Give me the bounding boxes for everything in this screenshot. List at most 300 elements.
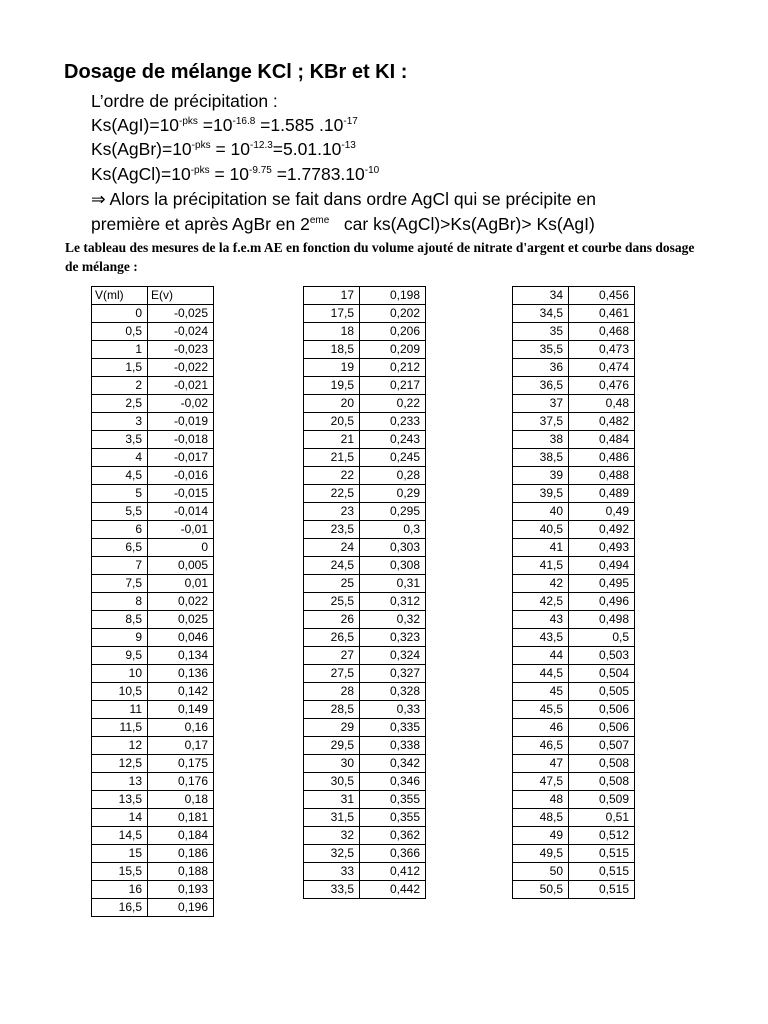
table-caption: Le tableau des mesures de la f.e.m AE en fonction du volume ajouté de nitrate d'argent et courbe dans dosage de mélange :: [65, 240, 695, 274]
table-row: [513, 755, 635, 773]
volume-cell: 31: [304, 791, 360, 809]
table-row: [513, 881, 635, 899]
emf-cell: 0,175: [148, 755, 214, 773]
emf-cell: 0,186: [148, 845, 214, 863]
ks-agcl-mid1: = 10: [209, 164, 250, 184]
emf-cell: 0,312: [360, 593, 426, 611]
table-row: [304, 341, 426, 359]
emf-cell: 0,188: [148, 863, 214, 881]
table-row: [92, 881, 214, 899]
table-row: [513, 719, 635, 737]
table-row: [513, 683, 635, 701]
table-row: [92, 449, 214, 467]
conclusion-2a: première et après AgBr en 2: [91, 214, 310, 234]
table-row: [92, 683, 214, 701]
emf-cell: 0,503: [569, 647, 635, 665]
table-row: [92, 611, 214, 629]
emf-cell: 0,355: [360, 791, 426, 809]
volume-cell: 47,5: [513, 773, 569, 791]
emf-cell: 0,28: [360, 467, 426, 485]
volume-cell: 42,5: [513, 593, 569, 611]
table-row: [92, 575, 214, 593]
table-row: [513, 773, 635, 791]
volume-cell: 15: [92, 845, 148, 863]
table-row: [513, 485, 635, 503]
volume-cell: 44: [513, 647, 569, 665]
table-row: [304, 665, 426, 683]
table-row: [92, 863, 214, 881]
table-row: [92, 395, 214, 413]
volume-cell: 45,5: [513, 701, 569, 719]
emf-cell: 0,295: [360, 503, 426, 521]
emf-cell: 0,046: [148, 629, 214, 647]
conclusion-2b: car ks(AgCl)>Ks(AgBr)> Ks(AgI): [329, 214, 595, 234]
table-row: [304, 377, 426, 395]
emf-cell: 0,245: [360, 449, 426, 467]
volume-cell: 22,5: [304, 485, 360, 503]
emf-cell: 0,482: [569, 413, 635, 431]
table-row: [304, 683, 426, 701]
volume-cell: 27,5: [304, 665, 360, 683]
volume-cell: 23,5: [304, 521, 360, 539]
volume-cell: 32: [304, 827, 360, 845]
emf-cell: 0,461: [569, 305, 635, 323]
emf-cell: 0,412: [360, 863, 426, 881]
emf-cell: 0,005: [148, 557, 214, 575]
ks-agi-exp2: -16.8: [232, 116, 256, 127]
ks-agbr-exp2: -12.3: [250, 140, 273, 151]
emf-cell: 0,209: [360, 341, 426, 359]
emf-cell: 0,32: [360, 611, 426, 629]
volume-cell: 35,5: [513, 341, 569, 359]
emf-cell: 0,515: [569, 863, 635, 881]
table-row: [92, 485, 214, 503]
table-row: [92, 845, 214, 863]
emf-cell: 0,184: [148, 827, 214, 845]
volume-cell: 9,5: [92, 647, 148, 665]
volume-cell: 34: [513, 287, 569, 305]
volume-cell: 41,5: [513, 557, 569, 575]
table-row: [304, 359, 426, 377]
volume-cell: 15,5: [92, 863, 148, 881]
volume-cell: 5: [92, 485, 148, 503]
emf-cell: 0,233: [360, 413, 426, 431]
volume-cell: 4: [92, 449, 148, 467]
table-row: [513, 863, 635, 881]
volume-cell: 41: [513, 539, 569, 557]
emf-cell: -0,016: [148, 467, 214, 485]
emf-cell: 0,01: [148, 575, 214, 593]
table-row: [304, 539, 426, 557]
emf-cell: 0,515: [569, 881, 635, 899]
emf-cell: 0,198: [360, 287, 426, 305]
emf-cell: 0,506: [569, 701, 635, 719]
ks-agcl-mid2: =1.7783.10: [271, 164, 365, 184]
measurement-table-2: [303, 286, 426, 899]
volume-cell: 37: [513, 395, 569, 413]
volume-cell: 50,5: [513, 881, 569, 899]
table-row: [513, 593, 635, 611]
emf-cell: -0,022: [148, 359, 214, 377]
table-row: [304, 395, 426, 413]
table-row: [304, 467, 426, 485]
emf-cell: 0,49: [569, 503, 635, 521]
table-row: [513, 701, 635, 719]
conclusion-line-2: [91, 214, 595, 235]
volume-cell: 20,5: [304, 413, 360, 431]
table-row: [513, 305, 635, 323]
table-row: [304, 809, 426, 827]
volume-cell: 44,5: [513, 665, 569, 683]
emf-cell: 0,142: [148, 683, 214, 701]
emf-cell: 0,512: [569, 827, 635, 845]
emf-cell: 0,346: [360, 773, 426, 791]
volume-cell: 0: [92, 305, 148, 323]
table-row: [513, 467, 635, 485]
volume-cell: 25: [304, 575, 360, 593]
volume-cell: 10: [92, 665, 148, 683]
table-row: [92, 719, 214, 737]
ks-agcl-line: [91, 164, 379, 185]
table-row: [513, 737, 635, 755]
emf-cell: 0,486: [569, 449, 635, 467]
volume-cell: 42: [513, 575, 569, 593]
emf-cell: 0,308: [360, 557, 426, 575]
emf-cell: 0,342: [360, 755, 426, 773]
emf-cell: 0,3: [360, 521, 426, 539]
emf-cell: 0,025: [148, 611, 214, 629]
emf-cell: 0,456: [569, 287, 635, 305]
table-row: [513, 845, 635, 863]
emf-cell: 0,509: [569, 791, 635, 809]
table-row: [92, 665, 214, 683]
volume-cell: 49,5: [513, 845, 569, 863]
volume-cell: 36,5: [513, 377, 569, 395]
table-row: [304, 413, 426, 431]
volume-cell: 45: [513, 683, 569, 701]
emf-cell: 0,506: [569, 719, 635, 737]
emf-cell: 0,212: [360, 359, 426, 377]
table-row: [513, 377, 635, 395]
emf-cell: 0,495: [569, 575, 635, 593]
volume-cell: 18,5: [304, 341, 360, 359]
table-row: [513, 827, 635, 845]
volume-cell: 13,5: [92, 791, 148, 809]
volume-cell: 29: [304, 719, 360, 737]
table-row: [92, 341, 214, 359]
table-row: [92, 323, 214, 341]
table-row: [513, 323, 635, 341]
table-row: [92, 503, 214, 521]
volume-cell: 14,5: [92, 827, 148, 845]
emf-cell: -0,017: [148, 449, 214, 467]
volume-cell: 25,5: [304, 593, 360, 611]
table-row: [92, 827, 214, 845]
emf-cell: 0,29: [360, 485, 426, 503]
volume-cell: 11: [92, 701, 148, 719]
emf-cell: 0,338: [360, 737, 426, 755]
volume-cell: 8: [92, 593, 148, 611]
table-row: [304, 863, 426, 881]
volume-cell: 1,5: [92, 359, 148, 377]
table-row: [92, 305, 214, 323]
table-row: [304, 773, 426, 791]
volume-cell: 3,5: [92, 431, 148, 449]
emf-cell: 0,51: [569, 809, 635, 827]
volume-cell: 11,5: [92, 719, 148, 737]
table-row: [92, 377, 214, 395]
emf-cell: 0,196: [148, 899, 214, 917]
table-row: [304, 305, 426, 323]
emf-cell: 0,492: [569, 521, 635, 539]
emf-cell: 0,473: [569, 341, 635, 359]
volume-cell: 24: [304, 539, 360, 557]
ks-agi-mid1: =10: [197, 115, 233, 135]
table-row: [304, 629, 426, 647]
volume-cell: 49: [513, 827, 569, 845]
volume-cell: 40: [513, 503, 569, 521]
emf-cell: 0,498: [569, 611, 635, 629]
table-row: [513, 395, 635, 413]
emf-cell: -0,019: [148, 413, 214, 431]
volume-cell: 12,5: [92, 755, 148, 773]
table-row: [92, 647, 214, 665]
emf-cell: 0,335: [360, 719, 426, 737]
table-row: [513, 575, 635, 593]
table-row: [304, 827, 426, 845]
volume-cell: 6,5: [92, 539, 148, 557]
table-row: [304, 323, 426, 341]
emf-cell: 0,474: [569, 359, 635, 377]
emf-cell: 0,496: [569, 593, 635, 611]
volume-cell: 50: [513, 863, 569, 881]
ks-agbr-exp3: -13: [341, 140, 356, 151]
table-row: [304, 575, 426, 593]
table-row: [513, 647, 635, 665]
emf-cell: 0,442: [360, 881, 426, 899]
emf-cell: 0,31: [360, 575, 426, 593]
volume-cell: 38: [513, 431, 569, 449]
conclusion-2-sup: eme: [309, 215, 330, 226]
volume-cell: 16: [92, 881, 148, 899]
table-row: [513, 629, 635, 647]
volume-cell: 7,5: [92, 575, 148, 593]
table-row: [92, 557, 214, 575]
emf-cell: 0,149: [148, 701, 214, 719]
ks-agcl-exp1: -pks: [190, 165, 210, 176]
emf-cell: 0,493: [569, 539, 635, 557]
volume-cell: 36: [513, 359, 569, 377]
table-row: [513, 521, 635, 539]
emf-cell: 0,206: [360, 323, 426, 341]
table-row: [92, 629, 214, 647]
ks-agi-line: [91, 115, 358, 136]
emf-cell: -0,023: [148, 341, 214, 359]
table-row: [304, 485, 426, 503]
table-row: [513, 611, 635, 629]
emf-cell: -0,024: [148, 323, 214, 341]
ks-agcl-label: Ks(AgCl)=10: [91, 164, 191, 184]
ks-agi-exp1: -pks: [179, 116, 198, 127]
volume-cell: 12: [92, 737, 148, 755]
table-row: [513, 665, 635, 683]
table-row: [92, 809, 214, 827]
table-row: [92, 773, 214, 791]
volume-cell: 30: [304, 755, 360, 773]
emf-cell: 0,508: [569, 773, 635, 791]
emf-cell: 0,504: [569, 665, 635, 683]
emf-cell: 0,16: [148, 719, 214, 737]
emf-cell: 0,136: [148, 665, 214, 683]
volume-cell: 48,5: [513, 809, 569, 827]
emf-cell: 0,484: [569, 431, 635, 449]
emf-cell: 0,202: [360, 305, 426, 323]
emf-cell: 0,488: [569, 467, 635, 485]
volume-cell: 40,5: [513, 521, 569, 539]
emf-cell: 0,134: [148, 647, 214, 665]
emf-cell: 0,323: [360, 629, 426, 647]
table-row: [304, 431, 426, 449]
volume-cell: 48: [513, 791, 569, 809]
table-row: [92, 467, 214, 485]
table-row: [304, 719, 426, 737]
volume-cell: 21: [304, 431, 360, 449]
ks-agbr-mid2: =5.01.10: [272, 139, 342, 159]
ks-agbr-label: Ks(AgBr)=10: [91, 139, 192, 159]
emf-cell: 0,176: [148, 773, 214, 791]
header-volume: V(ml): [92, 287, 148, 305]
table-row: [513, 791, 635, 809]
ks-agi-exp3: -17: [343, 116, 358, 127]
emf-cell: 0,476: [569, 377, 635, 395]
emf-cell: 0,355: [360, 809, 426, 827]
table-row: [92, 521, 214, 539]
volume-cell: 9: [92, 629, 148, 647]
volume-cell: 28,5: [304, 701, 360, 719]
table-row: [513, 503, 635, 521]
emf-cell: 0: [148, 539, 214, 557]
emf-cell: 0,217: [360, 377, 426, 395]
emf-cell: 0,366: [360, 845, 426, 863]
emf-cell: 0,193: [148, 881, 214, 899]
table-row: [304, 881, 426, 899]
volume-cell: 0,5: [92, 323, 148, 341]
table-row: [304, 845, 426, 863]
emf-cell: 0,17: [148, 737, 214, 755]
emf-cell: 0,468: [569, 323, 635, 341]
emf-cell: -0,01: [148, 521, 214, 539]
table-row: [92, 755, 214, 773]
emf-cell: 0,324: [360, 647, 426, 665]
volume-cell: 3: [92, 413, 148, 431]
ks-agi-label: Ks(AgI)=10: [91, 115, 180, 135]
table-row: [304, 521, 426, 539]
volume-cell: 5,5: [92, 503, 148, 521]
table-row: [304, 287, 426, 305]
emf-cell: -0,021: [148, 377, 214, 395]
volume-cell: 19,5: [304, 377, 360, 395]
volume-cell: 24,5: [304, 557, 360, 575]
table-row: [304, 503, 426, 521]
table-row: [513, 359, 635, 377]
volume-cell: 31,5: [304, 809, 360, 827]
volume-cell: 35: [513, 323, 569, 341]
volume-cell: 43: [513, 611, 569, 629]
volume-cell: 46,5: [513, 737, 569, 755]
volume-cell: 7: [92, 557, 148, 575]
table-row: [304, 647, 426, 665]
volume-cell: 33,5: [304, 881, 360, 899]
table-row: [304, 557, 426, 575]
table-header-row: [92, 287, 214, 305]
volume-cell: 8,5: [92, 611, 148, 629]
emf-cell: -0,015: [148, 485, 214, 503]
volume-cell: 13: [92, 773, 148, 791]
volume-cell: 1: [92, 341, 148, 359]
volume-cell: 4,5: [92, 467, 148, 485]
volume-cell: 2,5: [92, 395, 148, 413]
volume-cell: 43,5: [513, 629, 569, 647]
ks-agbr-exp1: -pks: [191, 140, 211, 151]
volume-cell: 10,5: [92, 683, 148, 701]
volume-cell: 22: [304, 467, 360, 485]
table-row: [304, 737, 426, 755]
emf-cell: 0,18: [148, 791, 214, 809]
table-row: [513, 557, 635, 575]
volume-cell: 32,5: [304, 845, 360, 863]
volume-cell: 6: [92, 521, 148, 539]
volume-cell: 28: [304, 683, 360, 701]
emf-cell: -0,018: [148, 431, 214, 449]
table-row: [304, 593, 426, 611]
volume-cell: 47: [513, 755, 569, 773]
emf-cell: -0,025: [148, 305, 214, 323]
emf-cell: 0,328: [360, 683, 426, 701]
emf-cell: -0,02: [148, 395, 214, 413]
emf-cell: 0,33: [360, 701, 426, 719]
volume-cell: 39,5: [513, 485, 569, 503]
emf-cell: 0,303: [360, 539, 426, 557]
table-row: [513, 413, 635, 431]
header-emf: E(v): [148, 287, 214, 305]
volume-cell: 23: [304, 503, 360, 521]
volume-cell: 21,5: [304, 449, 360, 467]
emf-cell: 0,5: [569, 629, 635, 647]
emf-cell: 0,48: [569, 395, 635, 413]
volume-cell: 19: [304, 359, 360, 377]
table-row: [513, 431, 635, 449]
ks-agcl-exp2: -9.75: [249, 165, 272, 176]
page-title: Dosage de mélange KCl ; KBr et KI :: [64, 61, 408, 83]
table-row: [92, 701, 214, 719]
emf-cell: 0,515: [569, 845, 635, 863]
ks-agbr-mid1: = 10: [210, 139, 250, 159]
volume-cell: 17: [304, 287, 360, 305]
table-row: [92, 431, 214, 449]
volume-cell: 20: [304, 395, 360, 413]
volume-cell: 46: [513, 719, 569, 737]
table-row: [513, 809, 635, 827]
volume-cell: 16,5: [92, 899, 148, 917]
emf-cell: 0,508: [569, 755, 635, 773]
table-row: [513, 287, 635, 305]
table-row: [304, 791, 426, 809]
volume-cell: 39: [513, 467, 569, 485]
volume-cell: 37,5: [513, 413, 569, 431]
table-row: [304, 449, 426, 467]
volume-cell: 26,5: [304, 629, 360, 647]
volume-cell: 30,5: [304, 773, 360, 791]
